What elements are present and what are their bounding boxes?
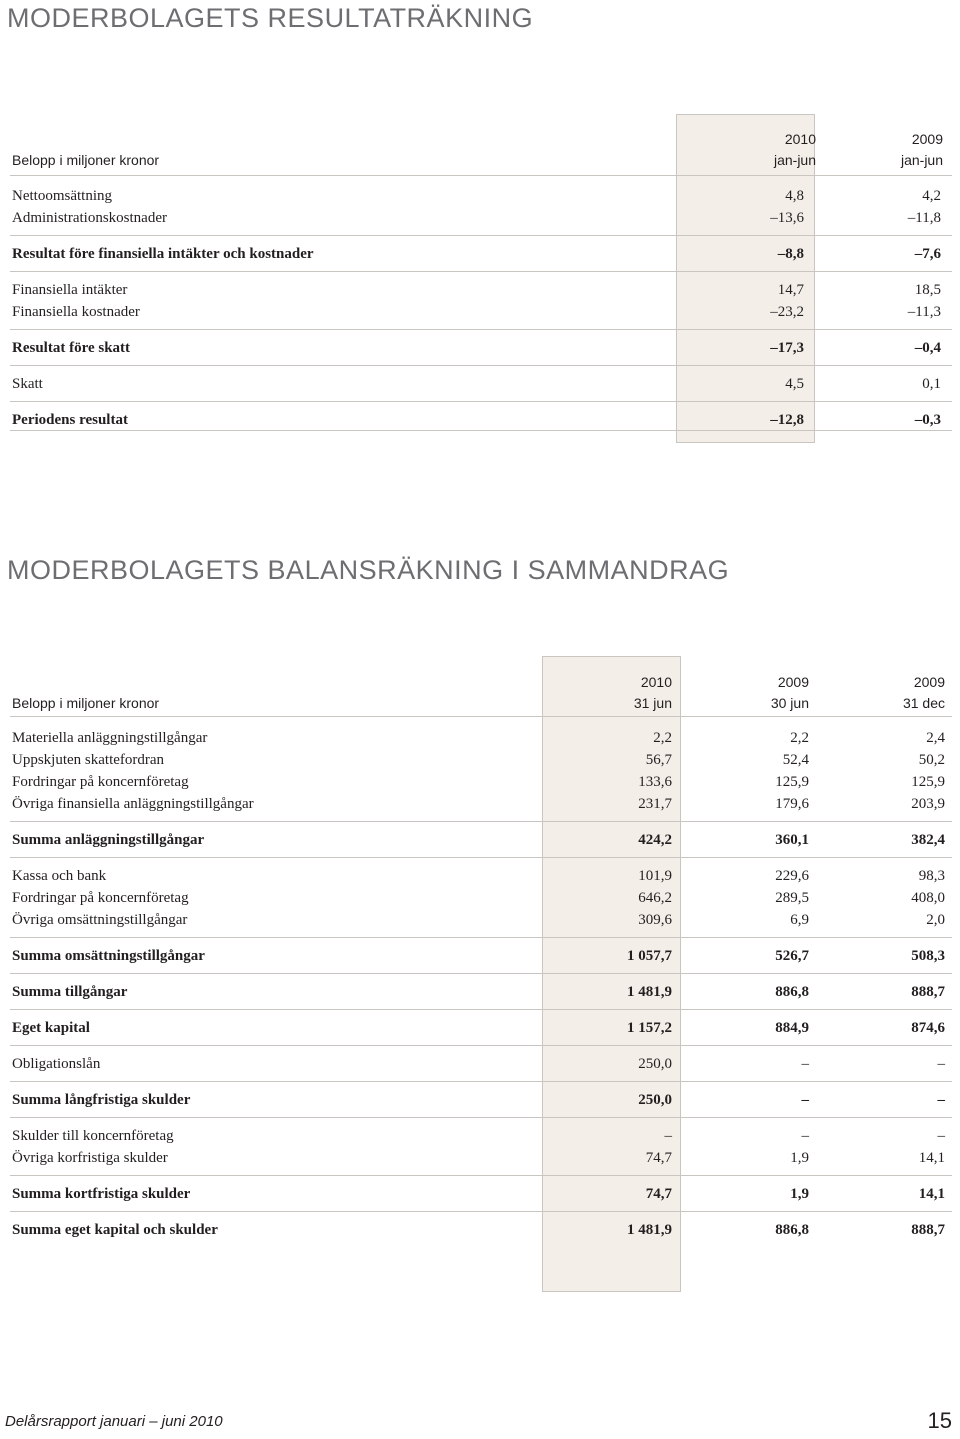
row-label: Summa kortfristiga skulder [12,1186,191,1202]
row-label: Övriga finansiella anläggningstillgångar [12,796,254,812]
row-label: Nettoomsättning [12,188,112,204]
section-divider [10,329,952,330]
section-divider [10,973,952,974]
summary-row [12,829,952,851]
section-divider [10,365,952,366]
table-row [12,1053,952,1075]
income-col1-year: 2010 [784,131,816,147]
summary-row [12,1183,952,1205]
row-value-col1: –23,2 [770,304,804,320]
row-label: Summa anläggningstillgångar [12,832,205,848]
table-end-divider [10,430,952,431]
row-value-col2: –0,4 [914,340,941,356]
row-label: Övriga korfristiga skulder [12,1150,168,1166]
row-value-col3: 203,9 [911,796,945,812]
section-divider [10,1117,952,1118]
row-label: Finansiella kostnader [12,304,140,320]
summary-row [12,1219,952,1241]
row-value-col3: 2,4 [926,730,945,746]
row-label: Summa eget kapital och skulder [12,1222,218,1238]
balance-header [12,672,952,716]
row-value-col1: 74,7 [645,1186,672,1202]
table-row [12,727,952,749]
row-value-col1: 309,6 [638,912,672,928]
row-value-col1: 101,9 [638,868,672,884]
row-value-col3: 14,1 [918,1186,945,1202]
row-value-col2: –0,3 [914,412,941,428]
row-value-col2: – [801,1128,809,1144]
header-divider [10,175,952,176]
table-row [12,771,952,793]
row-label: Summa långfristiga skulder [12,1092,191,1108]
balance-col2-period: 30 jun [770,695,809,711]
row-value-col2: 886,8 [775,1222,809,1238]
table-row [12,909,952,931]
income-title: MODERBOLAGETS RESULTATRÄKNING [7,3,534,33]
header-divider [10,716,952,717]
balance-table [12,727,952,1241]
row-label: Resultat före finansiella intäkter och kostnader [12,246,314,262]
row-value-col3: 14,1 [918,1150,945,1166]
row-label: Övriga omsättningstillgångar [12,912,188,928]
summary-row [12,337,952,359]
row-value-col1: 4,8 [785,188,804,204]
row-label: Fordringar på koncernföretag [12,774,189,790]
row-value-col3: 888,7 [911,1222,945,1238]
row-value-col1: 1 057,7 [627,948,672,964]
section-divider [10,821,952,822]
balance-title: MODERBOLAGETS BALANSRÄKNING I SAMMANDRAG [7,555,730,585]
section-divider [10,1081,952,1082]
row-value-col2: 179,6 [775,796,809,812]
income-col2-period: jan-jun [900,152,943,168]
section-divider [10,401,952,402]
row-value-col2: 1,9 [790,1186,809,1202]
section-divider [10,937,952,938]
income-table [12,185,952,431]
summary-row [12,1017,952,1039]
row-value-col3: 508,3 [911,948,945,964]
row-value-col1: 646,2 [638,890,672,906]
row-value-col3: 874,6 [911,1020,945,1036]
income-header [12,129,952,173]
report-footer: Delårsrapport januari – juni 2010 [5,1413,223,1430]
row-label: Summa tillgångar [12,984,128,1000]
row-label: Kassa och bank [12,868,107,884]
row-value-col1: 1 481,9 [627,1222,672,1238]
row-value-col3: – [937,1092,945,1108]
row-label: Resultat före skatt [12,340,131,356]
row-label: Summa omsättningstillgångar [12,948,205,964]
row-value-col3: 888,7 [911,984,945,1000]
summary-row [12,409,952,431]
row-value-col3: 98,3 [918,868,945,884]
section-divider [10,857,952,858]
section-divider [10,1211,952,1212]
table-row [12,793,952,815]
table-row [12,279,952,301]
row-value-col2: –11,8 [907,210,941,226]
summary-row [12,981,952,1003]
row-value-col3: 125,9 [911,774,945,790]
table-row [12,373,952,395]
row-value-col2: 360,1 [775,832,809,848]
table-row [12,1147,952,1169]
table-row [12,1125,952,1147]
row-value-col2: 2,2 [790,730,809,746]
section-divider [10,1175,952,1176]
row-label: Skatt [12,376,43,392]
row-value-col1: 56,7 [645,752,672,768]
row-value-col1: 231,7 [638,796,672,812]
row-value-col3: 2,0 [926,912,945,928]
balance-unit-label: Belopp i miljoner kronor [12,695,160,711]
table-row [12,185,952,207]
row-value-col1: – [664,1128,672,1144]
table-row [12,207,952,229]
row-label: Materiella anläggningstillgångar [12,730,208,746]
row-value-col1: 14,7 [777,282,804,298]
row-label: Eget kapital [12,1020,90,1036]
row-label: Finansiella intäkter [12,282,128,298]
balance-col1-year: 2010 [640,674,672,690]
section-divider [10,1045,952,1046]
row-value-col2: – [801,1092,809,1108]
row-label: Uppskjuten skattefordran [12,752,165,768]
summary-row [12,945,952,967]
row-value-col2: 884,9 [775,1020,809,1036]
row-value-col2: 229,6 [775,868,809,884]
row-value-col1: –13,6 [770,210,804,226]
row-value-col3: – [937,1128,945,1144]
row-value-col1: 1 481,9 [627,984,672,1000]
row-value-col1: 74,7 [645,1150,672,1166]
row-value-col3: 50,2 [918,752,945,768]
table-row [12,749,952,771]
row-value-col1: 1 157,2 [627,1020,672,1036]
row-value-col2: 1,9 [790,1150,809,1166]
row-value-col1: –17,3 [770,340,804,356]
row-value-col2: 289,5 [775,890,809,906]
row-label: Obligationslån [12,1056,101,1072]
row-value-col2: 886,8 [775,984,809,1000]
table-row [12,301,952,323]
section-divider [10,1009,952,1010]
row-label: Administrationskostnader [12,210,167,226]
section-divider [10,271,952,272]
balance-col3-year: 2009 [913,674,945,690]
row-value-col1: –8,8 [777,246,804,262]
row-value-col1: 2,2 [653,730,672,746]
income-col1-period: jan-jun [773,152,816,168]
row-label: Periodens resultat [12,412,128,428]
row-value-col1: –12,8 [770,412,804,428]
row-value-col2: –7,6 [914,246,941,262]
summary-row [12,1089,952,1111]
row-value-col1: 133,6 [638,774,672,790]
row-value-col1: 250,0 [638,1056,672,1072]
row-value-col3: 382,4 [911,832,945,848]
income-unit-label: Belopp i miljoner kronor [12,152,160,168]
section-divider [10,235,952,236]
row-value-col1: 424,2 [638,832,672,848]
row-value-col2: –11,3 [907,304,941,320]
row-value-col2: 52,4 [782,752,809,768]
balance-col2-year: 2009 [777,674,809,690]
row-label: Fordringar på koncernföretag [12,890,189,906]
row-value-col1: 4,5 [785,376,804,392]
row-value-col2: 4,2 [922,188,941,204]
row-value-col2: 526,7 [775,948,809,964]
row-label: Skulder till koncernföretag [12,1128,174,1144]
row-value-col2: 0,1 [922,376,941,392]
page-number: 15 [927,1408,952,1433]
income-col2-year: 2009 [911,131,943,147]
table-row [12,865,952,887]
row-value-col2: 125,9 [775,774,809,790]
balance-col3-period: 31 dec [902,695,945,711]
row-value-col3: 408,0 [911,890,945,906]
row-value-col3: – [937,1056,945,1072]
row-value-col2: 18,5 [914,282,941,298]
row-value-col2: – [801,1056,809,1072]
table-row [12,887,952,909]
summary-row [12,243,952,265]
row-value-col1: 250,0 [638,1092,672,1108]
balance-col1-period: 31 jun [633,695,672,711]
row-value-col2: 6,9 [790,912,809,928]
